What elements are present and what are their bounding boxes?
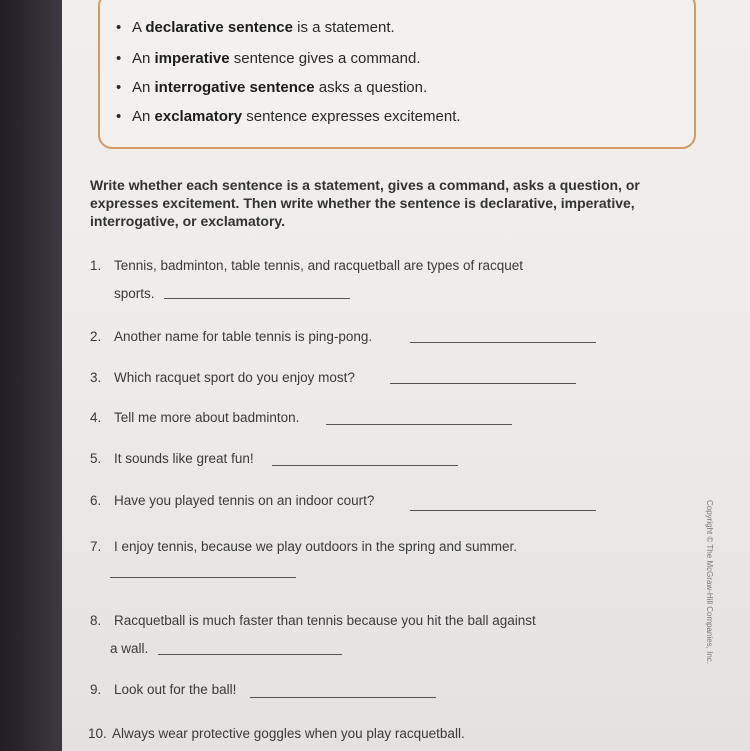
answer-line-6[interactable]	[410, 510, 596, 511]
question-10: 10. Always wear protective goggles when you play racquetball.	[88, 726, 465, 741]
question-1-cont: sports.	[114, 286, 155, 301]
question-6: 6. Have you played tennis on an indoor court?	[90, 493, 375, 508]
directions: Write whether each sentence is a statement, gives a command, asks a question, or expresses excitement. Then write whether the sentence is declarative, imperative, interrogative, or exclamatory.	[90, 177, 640, 229]
question-5: 5. It sounds like great fun!	[90, 451, 254, 466]
worksheet-page: • A declarative sentence is a statement. • An imperative sentence gives a command. • An interrogative sentence asks a question. • An exclamatory sentence expresses excitement. Write whether each sentence is a statement, gives a command, asks a question, or expresses excitement. Then write whether the sentence is declarative, imperative, interrogative, or exclamatory. 1. Tennis, badminton, table tennis, and racquetball are types of racquet sports. 2. Another name for table tennis is ping-pong. 3. Which racquet sport do you enjoy most? 4. Tell me more about badminton. 5. It sounds like great fun! 6. Have you played tennis on an indoor court? 7. I enjoy tennis, because we play outdoors in the spring and summer. 8. Racquetball is much faster than tennis because you hit the ball against a wall. 9. Look out for the ball! 10. Always wear protective goggles when you play racquetball. Copyright © The McGraw-Hill Companies, Inc.	[62, 0, 750, 751]
answer-line-4[interactable]	[326, 424, 512, 425]
question-4: 4. Tell me more about badminton.	[90, 410, 300, 425]
question-9: 9. Look out for the ball!	[90, 682, 237, 697]
answer-line-9[interactable]	[250, 697, 436, 698]
bullet-icon: •	[116, 50, 122, 67]
answer-line-2[interactable]	[410, 342, 596, 343]
bullet-icon: •	[116, 19, 122, 36]
answer-line-8[interactable]	[158, 654, 342, 655]
question-1: 1. Tennis, badminton, table tennis, and racquetball are types of racquet	[90, 258, 524, 273]
question-3: 3. Which racquet sport do you enjoy most?	[90, 370, 355, 385]
background-edge	[0, 0, 62, 751]
question-2: 2. Another name for table tennis is ping-pong.	[90, 329, 373, 344]
answer-line-7[interactable]	[110, 577, 296, 578]
bullet-icon: •	[116, 108, 122, 125]
question-7: 7. I enjoy tennis, because we play outdoors in the spring and summer.	[90, 539, 517, 554]
answer-line-1[interactable]	[164, 298, 350, 299]
bullet-icon: •	[116, 79, 122, 96]
question-8: 8. Racquetball is much faster than tennis because you hit the ball against	[90, 613, 536, 628]
question-8-cont: a wall.	[110, 641, 149, 656]
answer-line-3[interactable]	[390, 383, 576, 384]
copyright-notice: Copyright © The McGraw-Hill Companies, Inc.	[705, 500, 714, 665]
answer-line-5[interactable]	[272, 465, 458, 466]
